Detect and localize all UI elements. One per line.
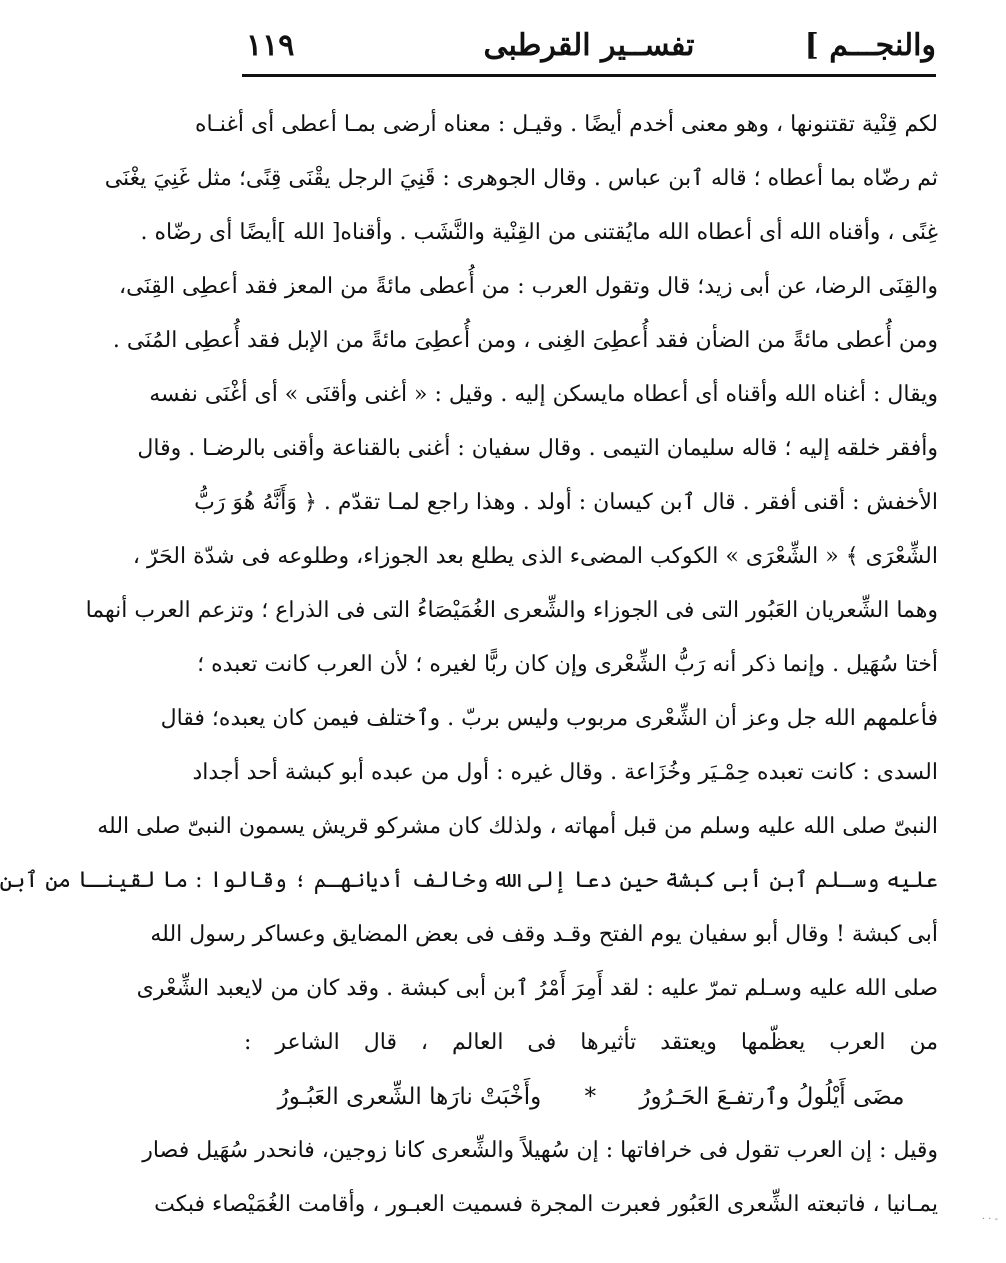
margin-mark: - · · (981, 1214, 998, 1225)
text-line: عليه وسـلم ٱبن أبى كبشة حين دعا إلى الله وخالف أديانهـم ؛ وقالوا : ما لقينـا من ٱبن (0, 868, 938, 893)
header-rule (242, 74, 936, 77)
verse-separator: * (584, 1084, 597, 1110)
poetry-verse (244, 1070, 938, 1124)
page-header (242, 24, 936, 72)
text-line: فأعلمهم الله جل وعز أن الشِّعْرى مربوب وليس بربّ . وٱختلف فيمن كان يعبده؛ فقال (160, 706, 938, 731)
page-number: ١١٩ (246, 28, 295, 63)
text-line: أختا سُهَيل . وإنما ذكر أنه رَبُّ الشِّعْرى وإن كان ربًّا لغيره ؛ لأن العرب كانت تعبده ؛ (197, 652, 938, 677)
text-line: غِنًى ، وأقناه الله أى أعطاه الله مايُقتنى من القِنْية والنَّشَب . وأقناه[ الله ]أيضًا أى رضّاه . (140, 220, 938, 245)
text-line: صلى الله عليه وسـلم تمرّ عليه : لقد أَمِرَ أَمْرُ ٱبن أبى كبشة . وقد كان من لايعبد الشِّعْرى (136, 976, 938, 1001)
book-title: تفســير القرطبى (483, 28, 695, 63)
text-line: وقيل : إن العرب تقول فى خرافاتها : إن سُهيلاً والشِّعرى كانا زوجين، فانحدر سُهَيل فصار (142, 1138, 938, 1163)
text-line: أبى كبشة ! وقال أبو سفيان يوم الفتح وقـد وقف فى بعض المضايق وعساكر رسول الله (150, 922, 938, 947)
text-line: السدى : كانت تعبده حِمْـيَر وخُزَاعة . وقال غيره : أول من عبده أبو كبشة أحد أجداد (192, 760, 938, 785)
page-body (0, 98, 938, 1232)
text-line: من العرب يعظّمها ويعتقد تأثيرها فى العالم ، قال الشاعر : (244, 1030, 938, 1055)
text-line: والقِنَى الرضا، عن أبى زيد؛ قال وتقول العرب : من أُعطى مائةً من المعز فقد أعطِى القِنَى، (119, 274, 938, 299)
text-line: الأخفش : أقنى أفقر . قال ٱبن كيسان : أولد . وهذا راجع لمـا تقدّم . ﴿ وَأَنَّهُ هُوَ رَبُّ (194, 490, 938, 515)
text-line: الشِّعْرَى ﴾ « الشِّعْرَى » الكوكب المضىء الذى يطلع بعد الجوزاء، وطلوعه فى شدّة الحَرّ ، (132, 544, 938, 569)
text-line: يمـانيا ، فاتبعته الشِّعرى العَبُور فعبرت المجرة فسميت العبـور ، وأقامت الغُمَيْصاء فبكت (154, 1192, 938, 1217)
verse-hemistich-first: مضَى أَيْلُولُ وٱرتفـعَ الحَـرُورُ (639, 1084, 905, 1110)
text-line: لكم قِنْية تقتنونها ، وهو معنى أخدم أيضًا . وقيـل : معناه أرضى بمـا أعطى أى أغنـاه (195, 112, 938, 137)
text-line: النبىّ صلى الله عليه وسلم من قبل أمهاته ، ولذلك كان مشركو قريش يسمون النبىّ صلى الله (97, 814, 938, 839)
running-head: والنجـــم ] (804, 28, 936, 63)
text-line: وأفقر خلقه إليه ؛ قاله سليمان التيمى . وقال سفيان : أغنى بالقناعة وأقنى بالرضـا . وقال (137, 436, 938, 461)
text-line: ثم رضّاه بما أعطاه ؛ قاله ٱبن عباس . وقال الجوهرى : قَنِيَ الرجل يقْنَى قِنًى؛ مثل غَنِيَ يغْنَى (104, 166, 938, 191)
text-line: ويقال : أغناه الله وأقناه أى أعطاه مايسكن إليه . وقيل : « أغنى وأقنَى » أى أغْنَى نفسه (149, 382, 938, 407)
verse-hemistich-second: وأَخْبَتْ نارَها الشِّعرى العَبُـورُ (277, 1084, 542, 1110)
text-line: وهما الشِّعريان العَبُور التى فى الجوزاء والشِّعرى الغُمَيْصَاءُ التى فى الذراع ؛ وتزعم العرب أنهما (85, 598, 938, 623)
text-line: ومن أُعطى مائةً من الضأن فقد أُعطِىَ الغِنى ، ومن أُعطِىَ مائةً من الإبل فقد أُعطِى المُنَى . (112, 328, 938, 353)
